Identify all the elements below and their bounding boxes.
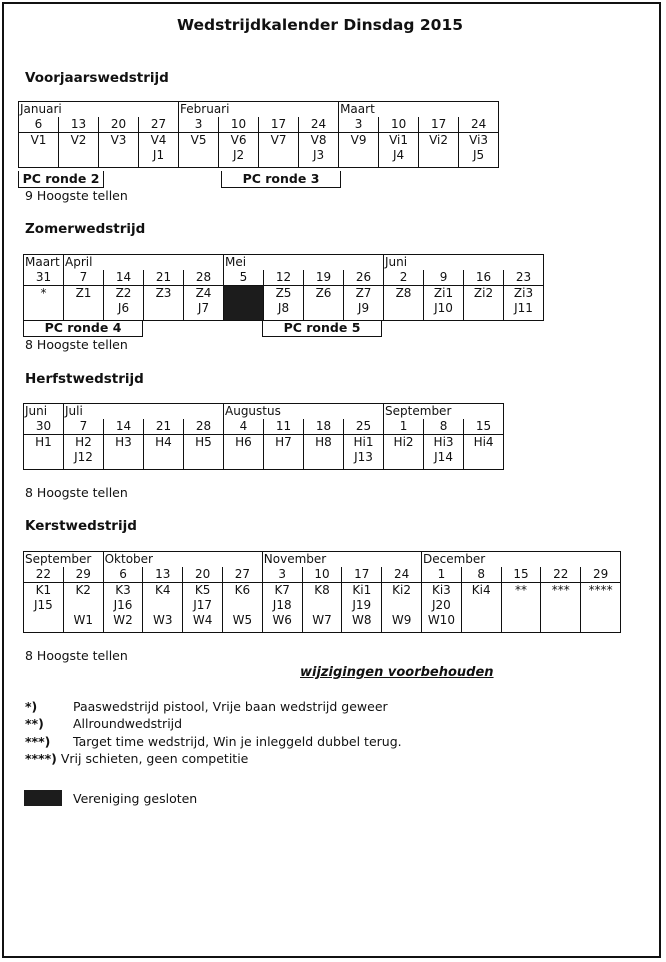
month-label: Juni — [24, 404, 64, 420]
event-code — [144, 301, 183, 316]
event-code: J18 — [272, 598, 292, 612]
event-code: W6 — [272, 613, 292, 627]
closed-day-cell — [224, 286, 264, 321]
event-code: J8 — [277, 301, 290, 315]
event-cell — [59, 133, 99, 168]
day-number: 4 — [224, 419, 264, 435]
event-cell — [384, 286, 424, 321]
event-cell — [262, 583, 302, 633]
event-cell — [342, 583, 382, 633]
event-cell — [424, 435, 464, 470]
event-code — [384, 301, 423, 316]
day-number: 14 — [104, 270, 144, 286]
event-code — [179, 148, 218, 163]
event-code — [581, 613, 620, 628]
day-number: 31 — [24, 270, 64, 286]
scoring-note: 8 Hoogste tellen — [25, 337, 128, 352]
event-code: J7 — [197, 301, 210, 315]
event-code: V1 — [30, 133, 47, 147]
event-code: Zi3 — [513, 286, 534, 300]
winter-table — [23, 551, 621, 633]
month-label: December — [421, 552, 620, 568]
event-cell — [63, 583, 103, 633]
event-code: J19 — [352, 598, 372, 612]
autumn-table — [23, 403, 504, 470]
month-label: Mei — [224, 255, 384, 271]
event-cell — [304, 435, 344, 470]
day-number: 25 — [344, 419, 384, 435]
event-cell — [184, 286, 224, 321]
event-cell — [501, 583, 541, 633]
day-number: 15 — [501, 567, 541, 583]
event-cell — [299, 133, 339, 168]
event-code — [464, 450, 503, 465]
event-cell — [421, 583, 461, 633]
event-code: K2 — [75, 583, 91, 597]
month-label: April — [64, 255, 224, 271]
event-cell — [459, 133, 499, 168]
event-cell — [344, 435, 384, 470]
event-code: Z1 — [75, 286, 92, 300]
pc-round-label: PC ronde 2 — [18, 171, 104, 188]
event-cell — [464, 435, 504, 470]
day-number: 1 — [384, 419, 424, 435]
event-code: W10 — [427, 613, 455, 627]
event-code — [64, 301, 103, 316]
event-code: W2 — [113, 613, 133, 627]
event-cell — [184, 435, 224, 470]
footnote-text: Allroundwedstrijd — [73, 716, 183, 731]
event-code — [224, 286, 263, 301]
day-number: 10 — [379, 117, 419, 133]
event-code: **** — [588, 583, 613, 597]
event-code: H2 — [75, 435, 92, 449]
event-cell — [344, 286, 384, 321]
event-code: W4 — [192, 613, 213, 627]
day-number: 6 — [19, 117, 59, 133]
day-number: 1 — [421, 567, 461, 583]
month-label: Augustus — [224, 404, 384, 420]
event-code: K5 — [194, 583, 211, 597]
event-code: Hi1 — [353, 435, 374, 449]
day-number: 26 — [344, 270, 384, 286]
event-code — [462, 613, 501, 628]
event-code: Zi1 — [433, 286, 454, 300]
event-code: Z7 — [355, 286, 372, 300]
day-number: 20 — [183, 567, 223, 583]
day-number: 7 — [64, 419, 104, 435]
event-code: K6 — [234, 583, 251, 597]
event-code: H7 — [275, 435, 292, 449]
month-label: November — [262, 552, 421, 568]
event-code: H5 — [195, 435, 212, 449]
day-number: 8 — [424, 419, 464, 435]
event-cell — [64, 286, 104, 321]
event-code: H3 — [115, 435, 132, 449]
event-code — [541, 598, 580, 613]
event-code: V7 — [270, 133, 287, 147]
event-code: Hi2 — [393, 435, 414, 449]
month-label: Maart — [339, 102, 499, 118]
event-code: J5 — [472, 148, 485, 162]
event-cell — [144, 286, 184, 321]
day-number: 21 — [144, 270, 184, 286]
footnote-text: Target time wedstrijd, Win je inleggeld dubbel terug. — [73, 734, 402, 749]
event-code: J20 — [431, 598, 451, 612]
event-code — [24, 301, 63, 316]
day-number: 28 — [184, 419, 224, 435]
scoring-note: 8 Hoogste tellen — [25, 648, 128, 663]
event-cell — [139, 133, 179, 168]
day-number: 27 — [223, 567, 263, 583]
day-number: 3 — [339, 117, 379, 133]
event-cell — [144, 435, 184, 470]
event-code: H1 — [35, 435, 52, 449]
event-code — [264, 450, 303, 465]
day-number: 17 — [342, 567, 382, 583]
event-code — [541, 613, 580, 628]
event-code: Vi2 — [429, 133, 449, 147]
event-code: J1 — [152, 148, 165, 162]
event-code — [24, 450, 63, 465]
event-cell — [64, 435, 104, 470]
event-cell — [183, 583, 223, 633]
event-code: *** — [551, 583, 570, 597]
spring-table — [18, 101, 499, 168]
event-code: Z5 — [275, 286, 292, 300]
event-code: J4 — [392, 148, 405, 162]
event-cell — [464, 286, 504, 321]
event-cell — [304, 286, 344, 321]
event-code: J6 — [117, 301, 130, 315]
day-number: 24 — [459, 117, 499, 133]
day-number: 28 — [184, 270, 224, 286]
event-cell — [224, 435, 264, 470]
event-cell — [504, 286, 544, 321]
event-code: V5 — [190, 133, 207, 147]
event-cell — [99, 133, 139, 168]
day-number: 12 — [264, 270, 304, 286]
event-code: H8 — [315, 435, 332, 449]
event-cell — [24, 435, 64, 470]
event-code: W3 — [153, 613, 173, 627]
day-number: 3 — [262, 567, 302, 583]
event-cell — [259, 133, 299, 168]
closed-legend-label: Vereniging gesloten — [73, 791, 198, 806]
footnote-text: Paaswedstrijd pistool, Vrije baan wedstrijd geweer — [73, 699, 388, 714]
day-number: 13 — [59, 117, 99, 133]
event-code: Z3 — [155, 286, 172, 300]
event-code: K7 — [274, 583, 290, 597]
event-code — [19, 148, 58, 163]
day-number: 9 — [424, 270, 464, 286]
event-code: W8 — [352, 613, 372, 627]
event-code — [304, 450, 343, 465]
event-code: * — [40, 286, 47, 300]
event-code — [384, 450, 423, 465]
event-code: V6 — [230, 133, 247, 147]
event-code: H4 — [155, 435, 172, 449]
event-code — [464, 301, 503, 316]
month-label: Maart — [24, 255, 64, 271]
autumn-heading: Herfstwedstrijd — [25, 371, 144, 387]
winter-heading: Kerstwedstrijd — [25, 518, 137, 534]
event-code: W9 — [391, 613, 412, 627]
event-cell — [179, 133, 219, 168]
event-cell — [103, 583, 143, 633]
month-label: September — [24, 552, 104, 568]
page-title: Wedstrijdkalender Dinsdag 2015 — [176, 16, 464, 34]
day-number: 24 — [299, 117, 339, 133]
day-number: 22 — [541, 567, 581, 583]
day-number: 10 — [302, 567, 342, 583]
event-code: K1 — [35, 583, 52, 597]
event-cell — [24, 286, 64, 321]
footnote — [25, 751, 248, 766]
event-cell — [581, 583, 621, 633]
event-code: J14 — [434, 450, 453, 464]
event-code: Z4 — [195, 286, 212, 300]
event-cell — [104, 435, 144, 470]
event-code — [502, 613, 541, 628]
event-cell — [384, 435, 424, 470]
day-number: 10 — [219, 117, 259, 133]
event-code: J11 — [514, 301, 533, 315]
event-code: V2 — [70, 133, 87, 147]
event-code: Ki1 — [352, 583, 372, 597]
pc-round-label: PC ronde 3 — [221, 171, 341, 188]
event-code: W1 — [73, 613, 93, 627]
month-label: Juli — [64, 404, 224, 420]
event-code — [223, 598, 262, 613]
day-number: 30 — [24, 419, 64, 435]
day-number: 17 — [259, 117, 299, 133]
day-number: 29 — [63, 567, 103, 583]
pc-round-label: PC ronde 4 — [23, 320, 143, 337]
day-number: 22 — [24, 567, 64, 583]
event-cell — [143, 583, 183, 633]
scoring-note: 9 Hoogste tellen — [25, 188, 128, 203]
day-number: 23 — [504, 270, 544, 286]
event-code: J2 — [232, 148, 245, 162]
closed-legend-swatch — [24, 790, 62, 806]
event-cell — [382, 583, 422, 633]
footnote-key: ****) — [25, 751, 57, 766]
spring-heading: Voorjaarswedstrijd — [25, 70, 169, 86]
event-code: Z6 — [315, 286, 332, 300]
event-code: K3 — [115, 583, 131, 597]
event-cell — [302, 583, 342, 633]
event-code: J9 — [357, 301, 370, 315]
event-cell — [264, 286, 304, 321]
event-code — [502, 598, 541, 613]
event-code — [303, 598, 342, 613]
day-number: 15 — [464, 419, 504, 435]
event-cell — [379, 133, 419, 168]
event-cell — [461, 583, 501, 633]
event-cell — [541, 583, 581, 633]
event-code: Hi3 — [433, 435, 454, 449]
event-code — [419, 148, 458, 163]
event-code: Zi2 — [473, 286, 494, 300]
day-number: 18 — [304, 419, 344, 435]
day-number: 16 — [464, 270, 504, 286]
event-cell — [424, 286, 464, 321]
day-number: 11 — [264, 419, 304, 435]
event-code: J17 — [193, 598, 212, 612]
month-label: Februari — [179, 102, 339, 118]
day-number: 5 — [224, 270, 264, 286]
day-number: 13 — [143, 567, 183, 583]
event-code — [581, 598, 620, 613]
event-cell — [219, 133, 259, 168]
day-number: 17 — [419, 117, 459, 133]
footnote-text: Vrij schieten, geen competitie — [60, 751, 249, 766]
event-code: Ki3 — [431, 583, 451, 597]
event-code — [339, 148, 378, 163]
event-code: J10 — [434, 301, 453, 315]
event-code — [104, 450, 143, 465]
day-number: 3 — [179, 117, 219, 133]
day-number: 21 — [144, 419, 184, 435]
event-code: K8 — [314, 583, 330, 597]
day-number: 19 — [304, 270, 344, 286]
event-cell — [264, 435, 304, 470]
event-code: ** — [514, 583, 527, 597]
event-cell — [24, 583, 64, 633]
day-number: 27 — [139, 117, 179, 133]
event-code: Ki4 — [471, 583, 491, 597]
event-code: Z8 — [395, 286, 412, 300]
footnote-key: **) — [25, 716, 44, 731]
event-code — [64, 598, 103, 613]
event-code — [59, 148, 98, 163]
footnote-key: *) — [25, 699, 38, 714]
day-number: 24 — [382, 567, 422, 583]
event-cell — [104, 286, 144, 321]
footnote-key: ***) — [25, 734, 51, 749]
scoring-note: 8 Hoogste tellen — [25, 485, 128, 500]
footnote — [25, 734, 402, 749]
event-code: J12 — [74, 450, 93, 464]
reservation-note: wijzigingen voorbehouden — [300, 665, 494, 680]
event-code — [304, 301, 343, 316]
event-code — [143, 598, 182, 613]
event-cell — [19, 133, 59, 168]
event-code: Hi4 — [473, 435, 494, 449]
event-code: V9 — [350, 133, 367, 147]
day-number: 2 — [384, 270, 424, 286]
event-code: J13 — [354, 450, 373, 464]
event-code — [224, 301, 263, 316]
summer-heading: Zomerwedstrijd — [25, 221, 146, 237]
event-code: Vi1 — [389, 133, 409, 147]
event-code: J16 — [113, 598, 133, 612]
event-code: V3 — [110, 133, 127, 147]
event-code: W7 — [312, 613, 332, 627]
day-number: 20 — [99, 117, 139, 133]
event-code: V4 — [150, 133, 167, 147]
month-label: Oktober — [103, 552, 262, 568]
month-label: Juni — [384, 255, 544, 271]
event-cell — [223, 583, 263, 633]
summer-table — [23, 254, 544, 321]
event-code: W5 — [232, 613, 253, 627]
day-number: 6 — [103, 567, 143, 583]
event-code: V8 — [310, 133, 327, 147]
event-code: Ki2 — [392, 583, 411, 597]
day-number: 7 — [64, 270, 104, 286]
day-number: 29 — [581, 567, 621, 583]
event-code: H6 — [235, 435, 252, 449]
pc-round-label: PC ronde 5 — [262, 320, 382, 337]
event-code — [462, 598, 501, 613]
month-label: September — [384, 404, 504, 420]
event-code — [99, 148, 138, 163]
event-code: Vi3 — [469, 133, 489, 147]
month-label: Januari — [19, 102, 179, 118]
event-cell — [419, 133, 459, 168]
footnote — [25, 716, 182, 731]
event-cell — [339, 133, 379, 168]
footnote — [25, 699, 388, 714]
event-code — [144, 450, 183, 465]
event-code: J3 — [312, 148, 325, 162]
event-code: Z2 — [115, 286, 132, 300]
event-code: K4 — [155, 583, 171, 597]
day-number: 8 — [461, 567, 501, 583]
event-code: J15 — [33, 598, 53, 612]
event-code — [184, 450, 223, 465]
event-code — [224, 450, 263, 465]
event-code — [382, 598, 421, 613]
event-code — [24, 613, 63, 628]
day-number: 14 — [104, 419, 144, 435]
event-code — [259, 148, 298, 163]
